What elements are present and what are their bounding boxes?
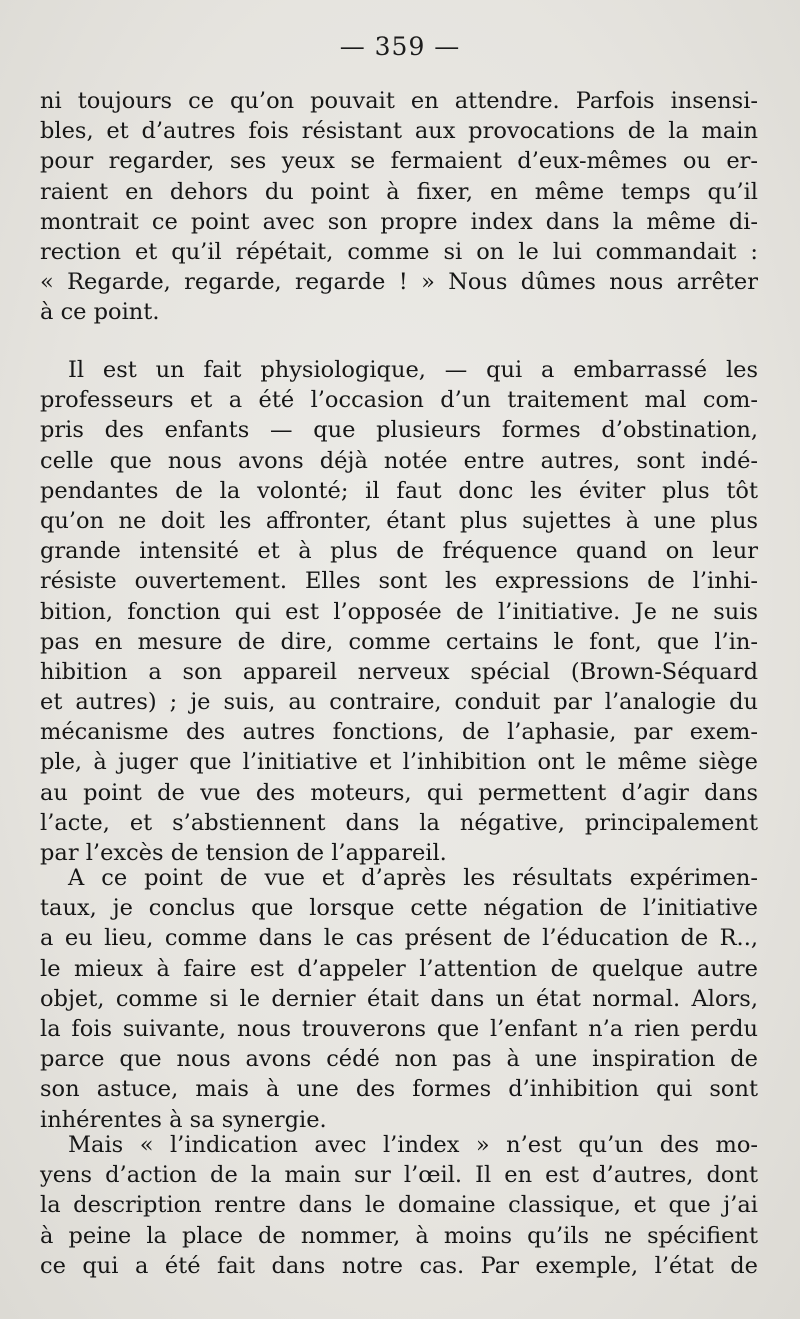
text-line: pour regarder, ses yeux se fermaient d’eux-mêmes ou er- bbox=[40, 148, 758, 175]
text-line: mécanisme des autres fonctions, de l’aphasie, par exem- bbox=[40, 719, 758, 746]
text-line: taux, je conclus que lorsque cette négation de l’initiative bbox=[40, 895, 758, 922]
text-line: objet, comme si le dernier était dans un état normal. Alors, bbox=[40, 985, 758, 1012]
text-line: grande intensité et à plus de fréquence quand on leur bbox=[40, 538, 758, 565]
text-line: bles, et d’autres fois résistant aux provocations de la main bbox=[40, 118, 758, 145]
text-line: A ce point de vue et d’après les résultats expérimen- bbox=[68, 865, 758, 891]
text-line: ce qui a été fait dans notre cas. Par exemple, l’état de bbox=[40, 1252, 758, 1279]
text-line: Il est un fait physiologique, — qui a embarrassé les bbox=[68, 357, 758, 383]
text-line: qu’on ne doit les affronter, étant plus sujettes à une plus bbox=[40, 507, 758, 534]
text-line: le mieux à faire est d’appeler l’attention de quelque autre bbox=[40, 955, 758, 982]
text-line: professeurs et a été l’occasion d’un traitement mal com- bbox=[40, 387, 758, 414]
text-line: ni toujours ce qu’on pouvait en attendre. Parfois insensi- bbox=[40, 88, 758, 114]
paragraph-1 bbox=[40, 86, 758, 328]
text-line: la description rentre dans le domaine classique, et que j’ai bbox=[40, 1192, 758, 1219]
text-line: à ce point. bbox=[40, 299, 160, 326]
paragraph-2 bbox=[40, 355, 758, 868]
text-line: a eu lieu, comme dans le cas présent de l’éducation de R.., bbox=[40, 925, 758, 952]
text-line: et autres) ; je suis, au contraire, conduit par l’analogie du bbox=[40, 689, 758, 716]
text-line: pas en mesure de dire, comme certains le font, que l’in- bbox=[40, 628, 758, 655]
text-line: au point de vue des moteurs, qui permettent d’agir dans bbox=[40, 779, 758, 806]
text-line: pris des enfants — que plusieurs formes d’obstination, bbox=[40, 417, 758, 444]
text-line: montrait ce point avec son propre index dans la même di- bbox=[40, 208, 758, 235]
text-line: pendantes de la volonté; il faut donc les éviter plus tôt bbox=[40, 477, 758, 504]
text-line: Mais « l’indication avec l’index » n’est qu’un des mo- bbox=[68, 1132, 758, 1158]
text-line: à peine la place de nommer, à moins qu’ils ne spécifient bbox=[40, 1222, 758, 1249]
page-number: — 359 — bbox=[339, 32, 461, 61]
text-line: « Regarde, regarde, regarde ! » Nous dûmes nous arrêter bbox=[40, 269, 758, 296]
text-line: hibition a son appareil nerveux spécial (Brown-Séquard bbox=[40, 658, 758, 685]
text-line: inhérentes à sa synergie. bbox=[40, 1106, 327, 1133]
text-line: parce que nous avons cédé non pas à une inspiration de bbox=[40, 1046, 758, 1073]
text-line: yens d’action de la main sur l’œil. Il en est d’autres, dont bbox=[40, 1162, 758, 1189]
text-line: ple, à juger que l’initiative et l’inhibition ont le même siège bbox=[40, 749, 758, 776]
text-line: son astuce, mais à une des formes d’inhibition qui sont bbox=[40, 1076, 758, 1103]
paragraph-3 bbox=[40, 863, 758, 1135]
text-line: la fois suivante, nous trouverons que l’enfant n’a rien perdu bbox=[40, 1015, 758, 1042]
text-line: l’acte, et s’abstiennent dans la négative, principalement bbox=[40, 809, 758, 836]
text-line: celle que nous avons déjà notée entre autres, sont indé- bbox=[40, 447, 758, 474]
paragraph-4 bbox=[40, 1130, 758, 1281]
text-line: raient en dehors du point à fixer, en même temps qu’il bbox=[40, 178, 758, 205]
text-line: par l’excès de tension de l’appareil. bbox=[40, 840, 447, 866]
text-line: bition, fonction qui est l’opposée de l’initiative. Je ne suis bbox=[40, 598, 758, 625]
text-line: rection et qu’il répétait, comme si on le lui commandait : bbox=[40, 238, 758, 265]
text-line: résiste ouvertement. Elles sont les expressions de l’inhi- bbox=[40, 568, 758, 595]
